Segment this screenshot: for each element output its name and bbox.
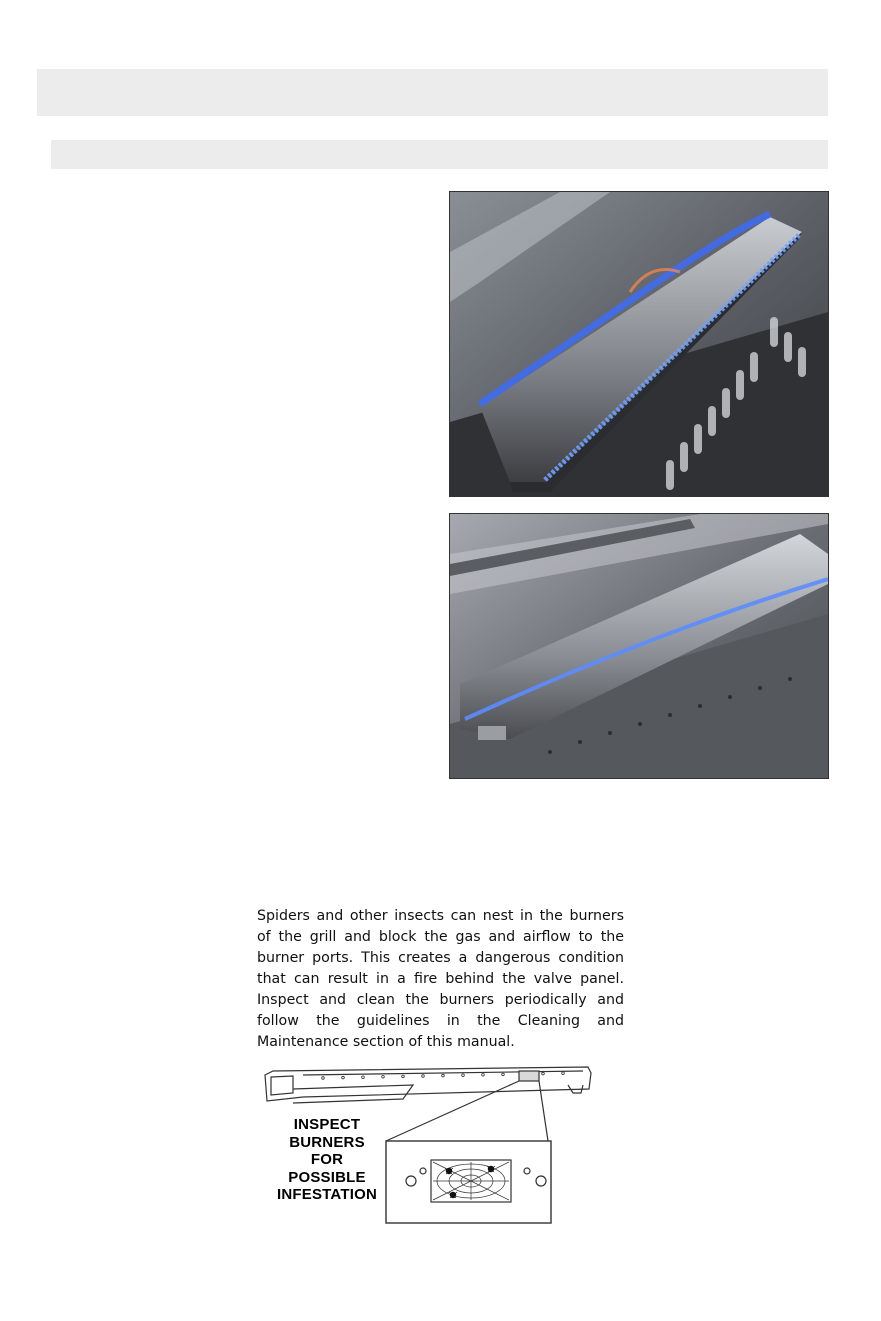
burner-flame-photo-high <box>449 191 829 497</box>
burner-flame-photo-low <box>449 513 829 779</box>
label-line-5: INFESTATION <box>277 1186 377 1203</box>
burner-infestation-diagram <box>263 1063 593 1228</box>
label-line-4: POSSIBLE <box>288 1168 366 1186</box>
label-line-2: BURNERS <box>289 1133 365 1151</box>
label-line-1: INSPECT <box>293 1116 361 1133</box>
label-line-3: FOR <box>310 1151 344 1168</box>
insect-warning-paragraph: Spiders and other insects can nest in the burners of the grill and block the gas and airflow to the burner ports. This creates a dangerous condition that can result in a fire behind the valve panel. Inspect and clean the burners periodically and follow the guidelines in the Cleaning and Maintenance section of this manual. <box>257 908 624 1050</box>
subsection-header-bar <box>51 140 828 169</box>
section-header-bar <box>37 69 828 116</box>
infestation-label <box>268 1116 386 1204</box>
